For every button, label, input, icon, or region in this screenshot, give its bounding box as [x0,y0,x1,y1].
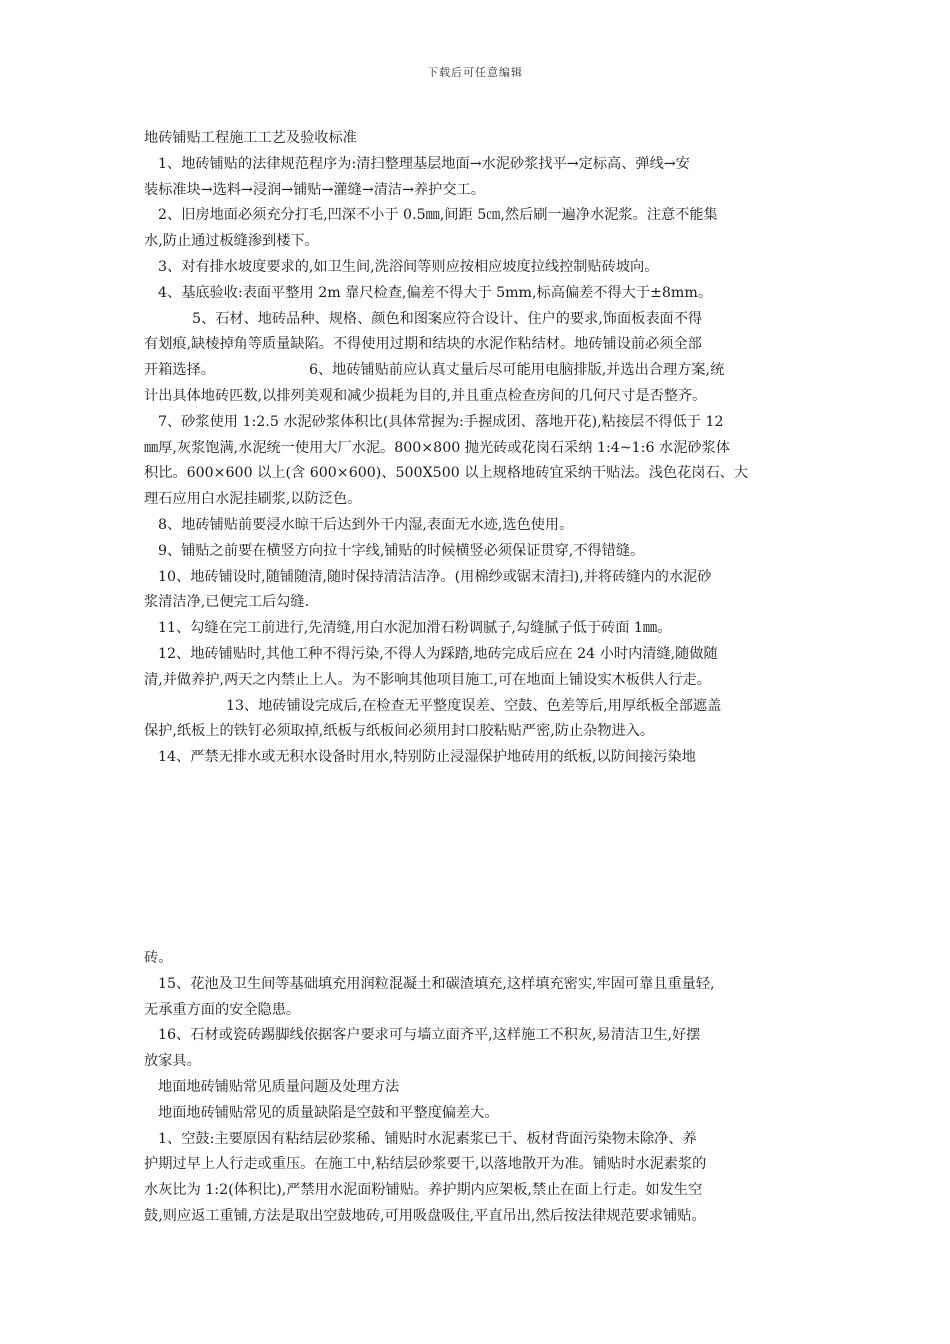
paragraph-line: 护期过早上人行走或重压。在施工中,粘结层砂浆要干,以落地散开为准。铺贴时水泥素浆的 [144,1156,707,1173]
paragraph-line: 9、铺贴之前要在横竖方向拉十字线,铺贴的时候横竖必须保证贯穿,不得错缝。 [158,542,645,559]
paragraph-line-segment: 6、地砖铺贴前应认真丈量后尽可能用电脑排版,并选出合理方案,统 [308,362,725,379]
paragraph-line: 1、空鼓:主要原因有粘结层砂浆稀、铺贴时水泥素浆已干、板材背面污染物未除净、养 [158,1130,697,1147]
document-body-bottom [144,946,814,1230]
paragraph-line: 理石应用白水泥挂刷浆,以防泛色。 [144,491,362,508]
paragraph-line: 11、勾缝在完工前进行,先清缝,用白水泥加滑石粉调腻子,勾缝腻子低于砖面 1㎜。 [158,620,672,637]
paragraph-line: 2、旧房地面必须充分打毛,凹深不小于 0.5㎜,间距 5㎝,然后刷一遍净水泥浆。注意不能集 [158,207,718,224]
paragraph-line: 砖。 [144,950,173,966]
paragraph-line: 鼓,则应返工重铺,方法是取出空鼓地砖,可用吸盘吸住,平直吊出,然后按法律规范要求铺贴。 [144,1207,706,1224]
paragraph-line: 8、地砖铺贴前要浸水晾干后达到外干内湿,表面无水迹,选色使用。 [158,516,574,533]
paragraph-line: 4、基底验收:表面平整用 2m 靠尺检查,偏差不得大于 5mm,标高偏差不得大于±8mm。 [158,284,713,301]
paragraph-line: 积比。600×600 以上(含 600×600)、500X500 以上规格地砖宜采纳干贴法。浅色花岗石、大 [144,465,749,482]
paragraph-line: 5、石材、地砖品种、规格、颜色和图案应符合设计、住户的要求,饰面板表面不得 [192,310,703,327]
paragraph-line: 10、地砖铺设时,随铺随清,随时保持清洁洁净。(用棉纱或锯末清扫),并将砖缝内的水泥砂 [158,568,712,585]
paragraph-line: 清,并做养护,两天之内禁止上人。为不影响其他项目施工,可在地面上铺设实木板供人行走。 [144,671,711,688]
paragraph-line: 15、花池及卫生间等基础填充用润粒混凝土和碳渣填充,这样填充密实,牢固可靠且重量轻, [158,975,715,992]
paragraph-line: 16、石材或瓷砖踢脚线依据客户要求可与墙立面齐平,这样施工不积灰,易清洁卫生,好摆 [158,1027,701,1044]
paragraph-line: 无承重方面的安全隐患。 [144,1001,301,1018]
paragraph-line: 3、对有排水坡度要求的,如卫生间,洗浴间等则应按相应坡度拉线控制贴砖坡向。 [158,258,659,275]
paragraph-line: 13、地砖铺设完成后,在检查无平整度误差、空鼓、色差等后,用厚纸板全部遮盖 [226,697,722,714]
document-title: 地砖铺贴工程施工工艺及验收标准 [144,130,357,146]
paragraph-line: 放家具。 [144,1053,201,1070]
section-heading: 地面地砖铺贴常见质量问题及处理方法 [158,1078,400,1095]
paragraph-line: 水灰比为 1:2(体积比),严禁用水泥面粉铺贴。养护期内应架板,禁止在面上行走。如发生空 [144,1182,703,1199]
paragraph-line: 14、严禁无排水或无积水设备时用水,特别防止浸湿保护地砖用的纸板,以防间接污染地 [158,749,696,766]
paragraph-line: 装标准块→选料→浸润→铺贴→灌缝→清洁→养护交工。 [144,181,485,198]
paragraph-line: 保护,纸板上的铁钉必须取掉,纸板与纸板间必须用封口胶粘贴严密,防止杂物进入。 [144,723,655,740]
paragraph-line: 1、地砖铺贴的法律规范程序为:清扫整理基层地面→水泥砂浆找平→定标高、弹线→安 [158,155,690,172]
paragraph-line: 计出具体地砖匹数,以排列美观和减少损耗为目的,并且重点检查房间的几何尺寸是否整齐。 [144,387,707,404]
paragraph-line: 有划痕,缺棱掉角等质量缺陷。不得使用过期和结块的水泥作粘结材。地砖铺设前必须全部 [144,336,702,353]
paragraph-line-segment: 开箱选择。 [144,362,215,379]
paragraph-line [144,358,814,384]
paragraph-line: 地面地砖铺贴常见的质量缺陷是空鼓和平整度偏差大。 [158,1104,499,1121]
paragraph-line: 7、砂浆使用 1:2.5 水泥砂浆体积比(具体常握为:手握成团、落地开花),粘接层不得低于 12 [158,413,724,430]
page-header-note: 下载后可任意编辑 [427,66,523,79]
paragraph-line: 12、地砖铺贴时,其他工种不得污染,不得人为踩踏,地砖完成后应在 24 小时内清缝,随做随 [158,645,718,662]
document-body-top [144,126,814,771]
paragraph-line: ㎜厚,灰浆饱满,水泥统一使用大厂水泥。800×800 抛光砖或花岗石采纳 1:4~1:6 水泥砂浆体 [144,439,730,456]
paragraph-line: 水,防止通过板缝渗到楼下。 [144,233,319,250]
paragraph-line: 浆清洁净,已便完工后勾缝. [144,594,310,611]
